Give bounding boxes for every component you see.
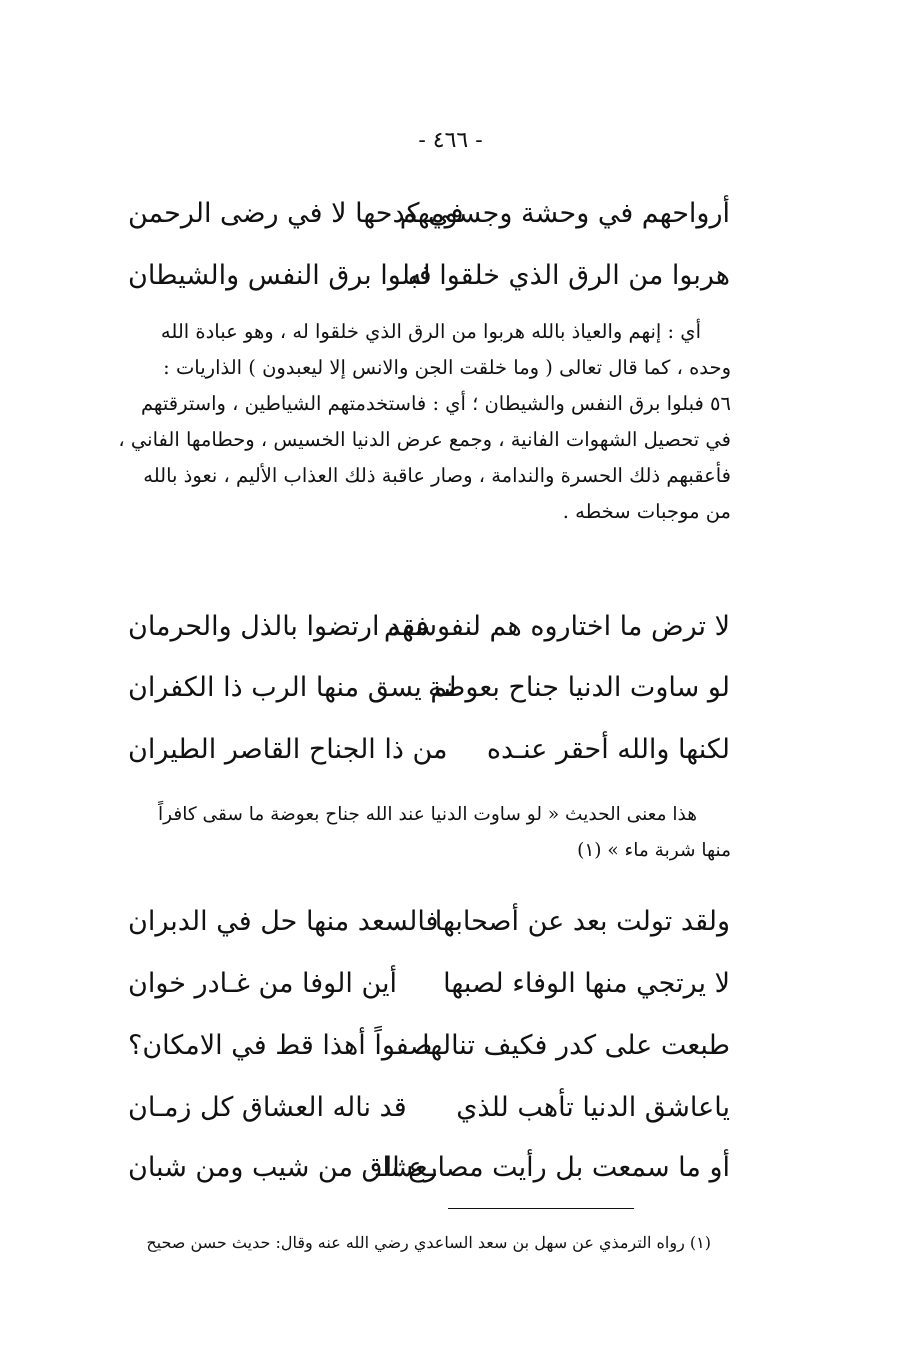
verse-line [110, 664, 730, 712]
verse-line [110, 898, 730, 946]
commentary-line: وحده ، كما قال تعالى ( وما خلقت الجن والانس إلا ليعبدون ) الذاريات : [163, 356, 731, 379]
verse-first-hemistich: لا ترض ما اختاروه هم لنفوسهم [383, 611, 730, 642]
commentary-line: في تحصيل الشهوات الفانية ، وجمع عرض الدنيا الخسيس ، وحطامها الفاني ، [118, 428, 731, 451]
verse-first-hemistich: لكنها والله أحقر عنـده [486, 734, 730, 765]
commentary-line: أي : إنهم والعياذ بالله هربوا من الرق الذي خلقوا له ، وهو عبادة الله [160, 320, 701, 343]
verse-second-hemistich: ـعشاق من شيب ومن شبان [128, 1152, 436, 1183]
footnote: (١) رواه الترمذي عن سهل بن سعد الساعدي رضي الله عنه وقال: حديث حسن صحيح [146, 1233, 711, 1252]
verse-line [110, 1022, 730, 1070]
page-number: - ٤٦٦ - [418, 128, 483, 153]
verse-first-hemistich: لا يرتجي منها الوفاء لصبها [443, 968, 730, 999]
verse-second-hemistich: صفواً أهذا قط في الامكان؟ [128, 1030, 433, 1061]
verse-first-hemistich: طبعت على كدر فكيف تنالها [422, 1030, 730, 1061]
hadith-paragraph [110, 797, 731, 869]
commentary-line: فأعقبهم ذلك الحسرة والندامة ، وصار عاقبة ذلك العذاب الأليم ، نعوذ بالله [143, 464, 731, 487]
verse-first-hemistich: ياعاشق الدنيا تأهب للذي [456, 1092, 730, 1123]
verse-second-hemistich: لم يسق منها الرب ذا الكفران [128, 672, 457, 703]
verse-line [110, 1144, 730, 1192]
verse-line [110, 603, 730, 651]
footnote-divider [448, 1208, 634, 1209]
verse-second-hemistich: فالسعد منها حل في الدبران [128, 906, 439, 937]
verse-line [110, 252, 730, 300]
verse-second-hemistich: من ذا الجناح القاصر الطيران [128, 734, 448, 765]
verse-second-hemistich: فبلوا برق النفس والشيطان [128, 260, 432, 291]
commentary-line: من موجبات سخطه . [562, 500, 731, 523]
verse-first-hemistich: أرواحهم في وحشة وجسومهم [399, 198, 730, 229]
hadith-line: منها شربة ماء » (١) [577, 840, 731, 861]
verse-line [110, 960, 730, 1008]
verse-first-hemistich: هربوا من الرق الذي خلقوا له [407, 260, 730, 291]
verse-first-hemistich: أو ما سمعت بل رأيت مصارع الـ [376, 1152, 730, 1183]
verse-second-hemistich: قد ناله العشاق كل زمـان [128, 1092, 407, 1123]
verse-second-hemistich: أين الوفا من غـادر خوان [128, 968, 398, 999]
verse-line [110, 190, 730, 238]
verse-first-hemistich: ولقد تولت بعد عن أصحابها [434, 906, 730, 937]
verse-second-hemistich: في كدحها لا في رضى الرحمن [128, 198, 464, 229]
verse-first-hemistich: لو ساوت الدنيا جناح بعوضة [428, 672, 730, 703]
verse-line [110, 1084, 730, 1132]
verse-second-hemistich: فقد ارتضوا بالذل والحرمان [128, 611, 429, 642]
commentary-paragraph [110, 314, 731, 530]
hadith-line: هذا معنى الحديث « لو ساوت الدنيا عند الله جناح بعوضة ما سقى كافراً [158, 804, 697, 825]
verse-line [110, 726, 730, 774]
commentary-line: ٥٦ فبلوا برق النفس والشيطان ؛ أي : فاستخدمتهم الشياطين ، واسترقتهم [140, 392, 731, 415]
